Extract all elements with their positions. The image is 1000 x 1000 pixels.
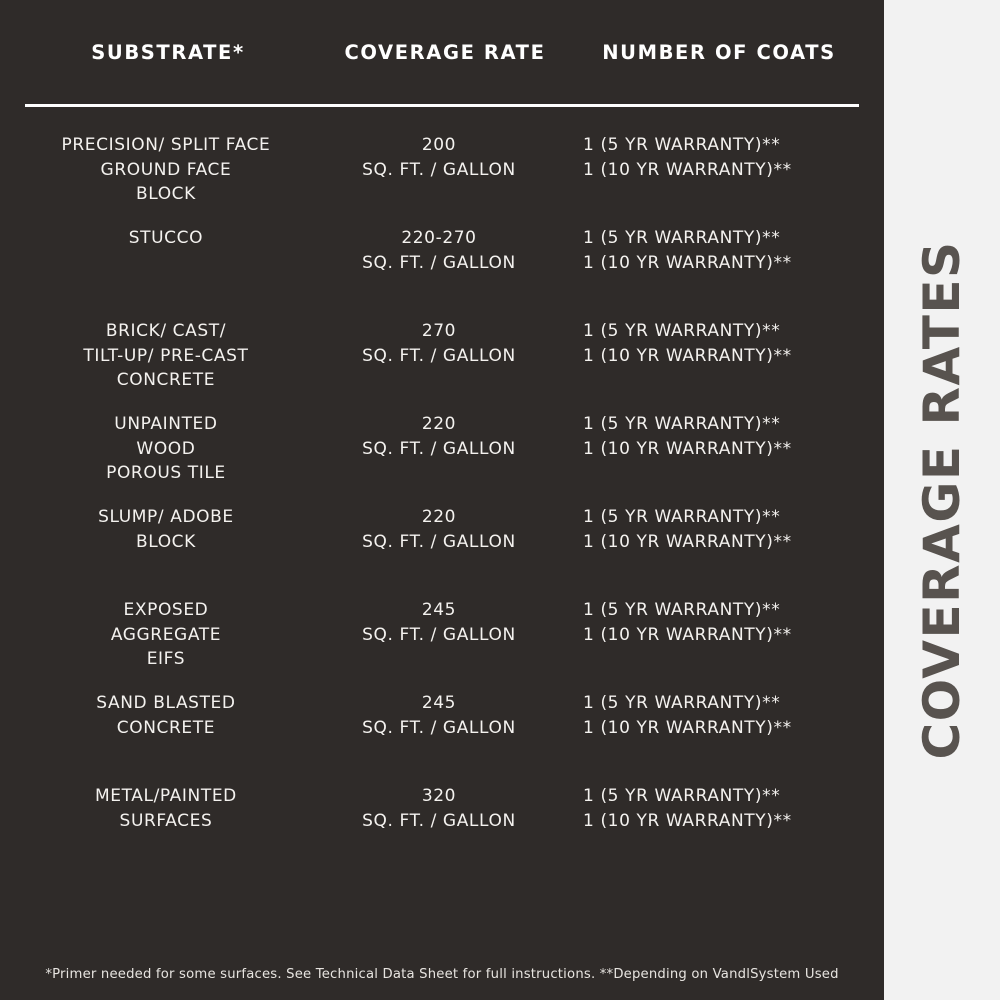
cell-number-of-coats: 1 (5 YR WARRANTY)** 1 (10 YR WARRANTY)** [583,321,792,366]
cell-substrate: BRICK/ CAST/ TILT-UP/ PRE-CAST CONCRETE [83,321,249,390]
cell-coverage-rate: 245 SQ. FT. / GALLON [362,693,516,738]
cell-substrate: METAL/PAINTED SURFACES [95,786,237,831]
table-row [25,218,859,311]
table-row [25,125,859,218]
cell-number-of-coats: 1 (5 YR WARRANTY)** 1 (10 YR WARRANTY)** [583,693,792,738]
cell-number-of-coats: 1 (5 YR WARRANTY)** 1 (10 YR WARRANTY)** [583,228,792,273]
footnote: *Primer needed for some surfaces. See Technical Data Sheet for full instructions. **Depending on VandlSystem Used [45,967,839,982]
column-header-number-of-coats: NUMBER OF COATS [602,40,836,64]
cell-substrate: SLUMP/ ADOBE BLOCK [98,507,234,552]
cell-number-of-coats: 1 (5 YR WARRANTY)** 1 (10 YR WARRANTY)** [583,507,792,552]
side-banner [884,0,1000,1000]
cell-coverage-rate: 220 SQ. FT. / GALLON [362,414,516,459]
column-header-coverage-rate: COVERAGE RATE [344,40,546,64]
table-row [25,776,859,869]
cell-substrate: UNPAINTED WOOD POROUS TILE [106,414,226,483]
cell-coverage-rate: 320 SQ. FT. / GALLON [362,786,516,831]
table-row [25,404,859,497]
table-row [25,683,859,776]
cell-coverage-rate: 245 SQ. FT. / GALLON [362,600,516,645]
cell-coverage-rate: 200 SQ. FT. / GALLON [362,135,516,180]
table-body [25,107,859,869]
table-row [25,311,859,404]
column-header-substrate: SUBSTRATE* [91,40,245,64]
cell-number-of-coats: 1 (5 YR WARRANTY)** 1 (10 YR WARRANTY)** [583,600,792,645]
cell-substrate: EXPOSED AGGREGATE EIFS [110,600,222,669]
cell-number-of-coats: 1 (5 YR WARRANTY)** 1 (10 YR WARRANTY)** [583,135,792,180]
cell-coverage-rate: 270 SQ. FT. / GALLON [362,321,516,366]
cell-number-of-coats: 1 (5 YR WARRANTY)** 1 (10 YR WARRANTY)** [583,786,792,831]
cell-coverage-rate: 220-270 SQ. FT. / GALLON [362,228,516,273]
cell-number-of-coats: 1 (5 YR WARRANTY)** 1 (10 YR WARRANTY)** [583,414,792,459]
table-header-row [25,0,859,104]
side-banner-title: COVERAGE RATES [913,240,971,760]
cell-substrate: PRECISION/ SPLIT FACE GROUND FACE BLOCK [61,135,271,204]
table-row [25,590,859,683]
cell-substrate: SAND BLASTED CONCRETE [96,693,236,738]
table-row [25,497,859,590]
cell-coverage-rate: 220 SQ. FT. / GALLON [362,507,516,552]
cell-substrate: STUCCO [128,228,204,248]
